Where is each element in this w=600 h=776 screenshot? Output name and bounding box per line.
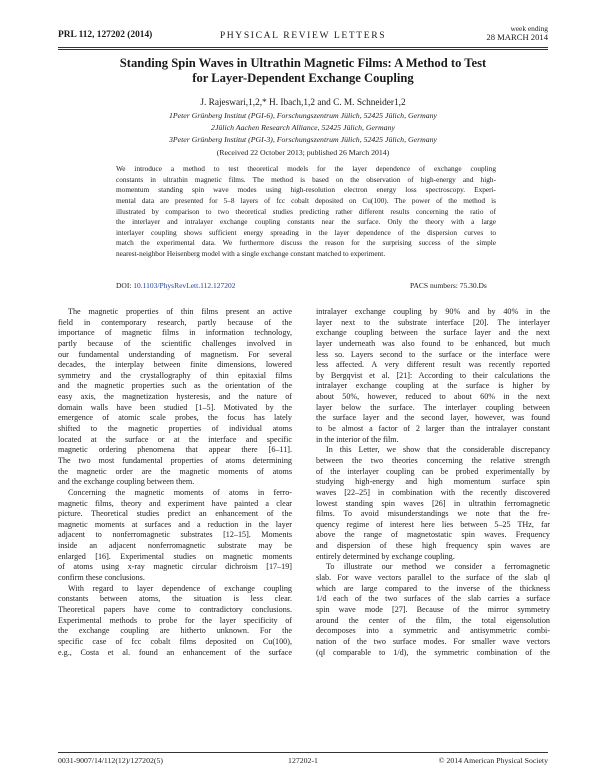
doi bbox=[116, 281, 235, 290]
body-line: quency regime of interest here lies between 5–25 THz, far bbox=[316, 519, 550, 529]
week-ending-date: 28 MARCH 2014 bbox=[486, 32, 548, 42]
abstract-line: mental data are presented for 5–8 layers of fcc cobalt deposited on Cu(100). The power of the method is bbox=[116, 195, 496, 205]
body-column-left bbox=[58, 307, 292, 658]
author-list: J. Rajeswari,1,2,* H. Ibach,1,2 and C. M. Schneider1,2 bbox=[200, 98, 406, 108]
body-line: intralayer exchange coupling by 90% and by 40% in the bbox=[316, 307, 550, 316]
body-line: the exchange coupling are hitherto unknown. For the bbox=[58, 626, 292, 636]
header-rule-2 bbox=[58, 49, 548, 50]
body-line: films. To avoid misunderstandings we note that the fre- bbox=[316, 509, 550, 519]
body-line: entirely determined by exchange coupling. bbox=[316, 551, 455, 561]
body-line: of atoms using x-ray magnetic circular dichroism [17–19] bbox=[58, 562, 292, 572]
body-line: the magnetic order are the magnetic moments of atoms bbox=[58, 466, 292, 476]
abstract bbox=[116, 164, 496, 260]
body-line: partly because of the scientific challenges involved in bbox=[58, 338, 292, 348]
body-line: magnetic moments at surfaces and a reduction in the layer bbox=[58, 519, 292, 529]
body-line: less so. Layers second to the surface or the interface were bbox=[316, 349, 550, 359]
footer-code: 0031-9007/14/112(12)/127202(5) bbox=[58, 756, 163, 765]
body-line: importance of magnetic films in information technology, bbox=[58, 328, 292, 338]
body-line: and the magnetic properties such as the orientation of the bbox=[58, 381, 292, 391]
affiliation: 3Peter Grünberg Institut (PGI-3), Forschungszentrum Jülich, 52425 Jülich, Germany bbox=[168, 135, 437, 144]
title-line: for Layer-Dependent Exchange Coupling bbox=[192, 71, 414, 85]
body-line: specific case of fcc cobalt films deposited on Cu(100), bbox=[58, 636, 292, 646]
abstract-line: illustrated by comparison to two theoretical studies predicting rather different results concerning the ratio of bbox=[116, 206, 496, 216]
body-line: inside an adjacent nonferromagnetic substrate may be bbox=[58, 541, 292, 551]
body-line: less affected. A very different result was recently reported bbox=[316, 360, 550, 370]
body-line: of the interlayer coupling can be probed experimentally by bbox=[316, 466, 550, 476]
body-line: Theoretical papers have come to contradictory conclusions. bbox=[58, 604, 292, 614]
body-line: decomposes into a symmetric and antisymmetric combi- bbox=[316, 626, 550, 636]
body-line: confirm these conclusions. bbox=[58, 573, 145, 583]
body-line: nation of the two surface modes. For smaller wave vectors bbox=[316, 636, 550, 646]
body-line: Concerning the magnetic moments of atoms in ferro- bbox=[68, 487, 292, 497]
body-line: waves [22–25] in combination with the recently discovered bbox=[316, 487, 550, 497]
abstract-line: nearest-neighbor Heisenberg model with a single exchange constant matched to experiment. bbox=[116, 249, 386, 259]
doi-link[interactable]: 10.1103/PhysRevLett.112.127202 bbox=[133, 281, 236, 290]
abstract-line: the interlayer and intralayer exchange coupling constants near the surface. Only the theory with a large bbox=[116, 217, 496, 227]
body-line: In this Letter, we show that the considerable discrepancy bbox=[326, 445, 550, 455]
abstract-line: momentum standing spin wave modes using high-resolution electron energy loss spectroscopy. Experi- bbox=[116, 185, 496, 195]
body-line: adjacent to nonferromagnetic substrates [12–15]. Moments bbox=[58, 530, 292, 540]
body-line: in the interior of the film. bbox=[316, 434, 399, 444]
affiliation: 1Peter Grünberg Institut (PGI-6), Forschungszentrum Jülich, 52425 Jülich, Germany bbox=[168, 111, 437, 120]
body-line: 1/d each of the two surfaces of the slab carries a surface bbox=[316, 594, 550, 604]
abstract-line: match the experimental data. We furthermore discuss the reason for the surprising success of the simple bbox=[116, 238, 496, 248]
page-number: 127202-1 bbox=[288, 756, 318, 765]
body-line: between the two theories concerning the relative strength bbox=[316, 455, 550, 465]
body-line: easy axis, the magnetization hysteresis, and the nature of bbox=[58, 392, 292, 402]
journal-name: PHYSICAL REVIEW LETTERS bbox=[219, 30, 387, 41]
body-line: field in contemporary research, partly because of the bbox=[58, 317, 292, 327]
article-title bbox=[58, 56, 548, 86]
body-line: slab. For wave vectors parallel to the surface of the slab q‖ bbox=[316, 573, 550, 583]
body-line: studying high-energy and high momentum surface spin bbox=[316, 477, 550, 487]
body-line: picture. Theoretical studies predict an enhancement of the bbox=[58, 509, 292, 519]
body-line: emergence of atomic scale probes, the focus has lately bbox=[58, 413, 292, 423]
journal-reference: PRL 112, 127202 (2014) bbox=[58, 30, 153, 40]
copyright: © 2014 American Physical Society bbox=[438, 756, 548, 765]
abstract-line: interlayer coupling shows sufficient energy spreading in the layer dependence of the dispersion curves to bbox=[116, 227, 496, 237]
body-line: exchange coupling between the surface layer and the next bbox=[316, 328, 550, 338]
body-line: With regard to layer dependence of exchange coupling bbox=[68, 583, 292, 593]
body-line: enlarged [16]. Experimental studies on magnetic moments bbox=[58, 551, 292, 561]
body-line: The two most fundamental properties of atoms determining bbox=[58, 455, 292, 465]
body-line: The magnetic properties of thin films present an active bbox=[68, 307, 292, 316]
body-line: our fundamental understanding of magnetism. For several bbox=[58, 349, 292, 359]
body-line: around the center of the film, the total eigensolution bbox=[316, 615, 550, 625]
header-rule-1 bbox=[58, 47, 548, 48]
body-line: constants between atoms, the situation is less clear. bbox=[58, 594, 292, 604]
body-line: Experimental methods to probe for the layer specificity of bbox=[58, 615, 292, 625]
body-column-right bbox=[316, 307, 550, 658]
body-line: located at the surface or at the interface and specific bbox=[58, 434, 292, 444]
body-line: to be almost a factor of 2 larger than the intralayer constant bbox=[316, 424, 550, 434]
body-line: symmetry and the crystallography of thin epitaxial films bbox=[58, 370, 292, 380]
body-line: magnetic ordering phenomena that appear there [6–11]. bbox=[58, 445, 292, 455]
body-line: and dispersion of these high frequency spin waves are bbox=[316, 541, 550, 551]
body-line: spin wave mode [27]. Because of the mirror symmetry bbox=[316, 604, 550, 614]
body-line: lowest standing spin waves [26] in ultrathin ferromagnetic bbox=[316, 498, 550, 508]
body-line: magnetic films, theory and experiment have painted a clear bbox=[58, 498, 292, 508]
doi-label: DOI: bbox=[116, 281, 132, 290]
body-line: (q‖ comparable to 1/d), the symmetric combination of the bbox=[316, 647, 550, 657]
week-ending bbox=[486, 24, 548, 42]
body-line: layer below the surface. The interlayer coupling between bbox=[316, 402, 550, 412]
body-line: shifted to the magnetic properties of individual atoms bbox=[58, 424, 292, 434]
body-line: layer next to the substrate interface [20]. The interlayer bbox=[316, 317, 550, 327]
body-line: the surface layer and the second layer, however, was found bbox=[316, 413, 550, 423]
body-line: which are large compared to the inverse of the thickness bbox=[316, 583, 550, 593]
body-line: intralayer exchange coupling at the surface is higher by bbox=[316, 381, 550, 391]
body-line: layer underneath was also found to be enhanced, but much bbox=[316, 338, 550, 348]
body-line: by Bergqvist et al. [21]: According to their calculations the bbox=[316, 370, 550, 380]
pacs-numbers: PACS numbers: 75.30.Ds bbox=[410, 281, 487, 290]
body-line: and the exchange coupling between them. bbox=[58, 477, 195, 487]
received-dates: (Received 22 October 2013; published 26 March 2014) bbox=[216, 148, 390, 157]
body-line: domain walls have been studied [1–5]. Motivated by the bbox=[58, 402, 292, 412]
abstract-line: constants in ultrathin magnetic films. The method is based on the observation of high-energy and high- bbox=[116, 174, 496, 184]
affiliation: 2Jülich Aachen Research Alliance, 52425 Jülich, Germany bbox=[211, 123, 395, 132]
running-header bbox=[58, 24, 548, 46]
page-footer bbox=[58, 756, 548, 768]
body-line: e.g., Costa et al. found an enhancement of the surface bbox=[58, 647, 292, 657]
body-line: decades, the interplay between finite dimensions, lowered bbox=[58, 360, 292, 370]
body-line: To illustrate our method we consider a ferromagnetic bbox=[326, 562, 550, 572]
body-line: above the range of magnetostatic spin waves. Frequency bbox=[316, 530, 550, 540]
week-ending-label: week ending bbox=[510, 24, 548, 33]
abstract-line: We introduce a method to test theoretical models for the layer dependence of exchange coupling bbox=[116, 164, 496, 173]
footer-rule bbox=[58, 752, 548, 753]
body-line: about 50%, however, reduced to about 60% in the next bbox=[316, 392, 550, 402]
title-line: Standing Spin Waves in Ultrathin Magnetic Films: A Method to Test bbox=[119, 56, 487, 70]
